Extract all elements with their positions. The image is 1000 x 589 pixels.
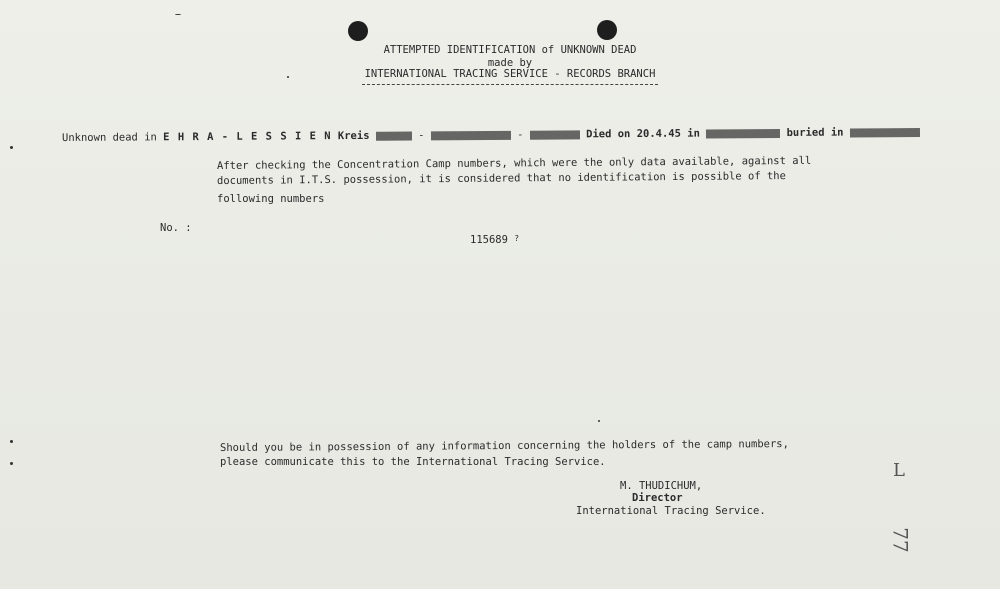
speck bbox=[175, 14, 181, 15]
header-title-line2: made by bbox=[487, 57, 533, 69]
footer-line2: please communicate this to the International Tracing Service. bbox=[220, 456, 606, 468]
unknown-dead-line: Unknown dead in E H R A - L E S S I E N Kreis - - Died on 20.4.45 in buried in bbox=[62, 126, 920, 144]
punch-hole-left bbox=[348, 21, 368, 41]
signature-name: M. THUDICHUM, bbox=[620, 480, 703, 492]
died-on-text: Died on 20.4.45 in bbox=[586, 127, 700, 141]
kreis-label: Kreis bbox=[337, 129, 370, 143]
body-paragraph-line1: After checking the Concentration Camp numbers, which were the only data available, against all bbox=[216, 154, 812, 172]
speck bbox=[598, 420, 600, 422]
margin-mark: L bbox=[893, 460, 905, 481]
footer-line1: Should you be in possession of any information concerning the holders of the camp numbers, bbox=[219, 438, 789, 454]
redacted-text bbox=[431, 130, 511, 140]
body-paragraph-line2: documents in I.T.S. possession, it is considered that no identification is possible of the bbox=[216, 170, 786, 187]
signature-organization: International Tracing Service. bbox=[576, 505, 766, 517]
header-rule bbox=[362, 84, 658, 85]
camp-number-question-mark: ? bbox=[514, 234, 520, 243]
number-label: No. : bbox=[160, 222, 192, 234]
header-title-line3: INTERNATIONAL TRACING SERVICE - RECORDS BRANCH bbox=[364, 68, 656, 80]
margin-page-number: 77 bbox=[888, 527, 913, 553]
camp-number bbox=[470, 234, 519, 246]
signature-title: Director bbox=[632, 492, 683, 504]
punch-hole-right bbox=[597, 20, 617, 40]
redacted-text bbox=[706, 128, 780, 138]
unknown-dead-prefix: Unknown dead in bbox=[61, 131, 157, 144]
redacted-text bbox=[850, 128, 920, 137]
body-paragraph-line3: following numbers bbox=[217, 193, 325, 205]
speck bbox=[287, 76, 289, 78]
margin-dot bbox=[10, 146, 13, 149]
margin-dot bbox=[10, 462, 13, 465]
camp-number-value: 115689 bbox=[470, 234, 508, 246]
redacted-text bbox=[530, 130, 580, 139]
header-title-line1: ATTEMPTED IDENTIFICATION of UNKNOWN DEAD bbox=[383, 44, 637, 56]
buried-in-text: buried in bbox=[786, 126, 844, 139]
unknown-dead-place: E H R A - L E S S I E N bbox=[163, 130, 332, 144]
redacted-text bbox=[376, 131, 412, 140]
margin-dot bbox=[10, 440, 13, 443]
